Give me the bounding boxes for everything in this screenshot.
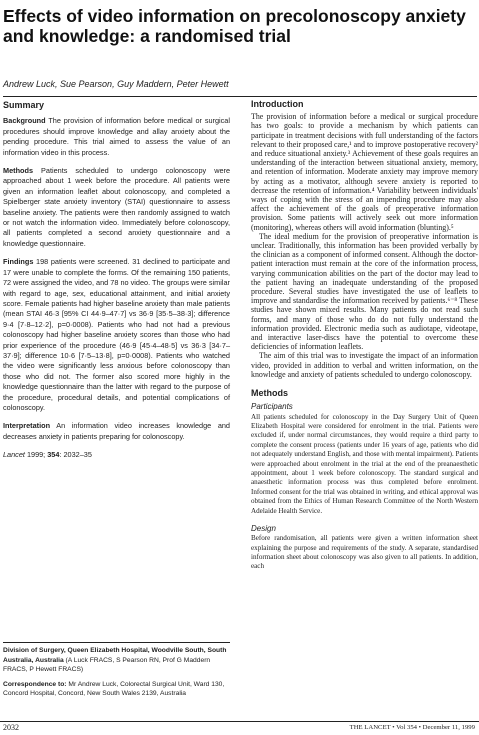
affiliation-division <box>3 646 230 675</box>
methods-text: Patients scheduled to undergo colonoscopy were approached about 1 week before the procedure. All patients were given an information leaflet about colonoscopy, and completed a Spielberger state anxiety inventory (STAI) questionnaire to assess baseline anxiety. The patients were then randomly assigned to watch or not watch the information video. Immediately before colonoscopy, all patients completed a second anxiety questionnaire and a knowledge questionnaire. <box>3 166 231 248</box>
division-names: (A Luck FRACS, S Pearson RN, Prof G Maddern FRACS, P Hewett FRACS) <box>3 656 211 674</box>
page-number: 2032 <box>3 723 19 732</box>
summary-background <box>3 116 230 158</box>
citation-journal: Lancet <box>3 450 25 460</box>
correspondence <box>3 680 230 699</box>
correspondence-text: Mr Andrew Luck, Colorectal Surgical Unit, Ward 130, Concord Hospital, Concord, New South Wales 2139, Australia <box>3 680 225 698</box>
background-text: The provision of information before medical or surgical procedures should improve knowledge and allay anxiety about the pending procedure. This trial aimed to assess the value of an information video in this process. <box>3 116 230 157</box>
methods-label: Methods <box>3 166 33 176</box>
participants-heading: Participants <box>251 402 293 412</box>
author-list: Andrew Luck, Sue Pearson, Guy Maddern, Peter Hewett <box>3 79 229 89</box>
intro-paragraph-2: The ideal medium for the provision of preoperative information is unclear. Traditionally, this information has been provided verbally by the clinician as a component of informed consent. Although the doctor-patient interaction must remain at the core of the information process, varying communication abilities on the part of the doctor may lead to the patient having an inadequate understanding of the proposed procedure. Several studies have investigated the use of leaflets to improve and standardise the information received by patients.⁶⁻⁸ These studies have shown mixed results. Many patients do not read such forms, and many of those who do do not fully understand the information provided. Electronic media such as audiotape, videotape, and interactive laser-discs have the potential to overcome these deficiencies of information leaflets. <box>251 231 478 352</box>
participants-paragraph: All patients scheduled for colonoscopy in the Day Surgery Unit of Queen Elizabeth Hospital were considered for enrolment in the trial. Patients were excluded if, under normal circumstances, they would require a third party to complete the consent process (patients under 16 years of age, patients who did not adequately understand English, and those with mental impairment). Patients were approached about enrolment in the trial at the end of the preanaesthetic appointment, about 1 week before colonoscopy. The standard surgical and anaesthetic information process was thus completed before enrolment. Informed consent for the trial was obtained in writing, and ethical approval was obtained from the Ethics of Human Research Committee of the North Western Adelaide Health Service. <box>251 412 478 515</box>
summary-heading: Summary <box>3 100 45 110</box>
header-rule <box>3 96 477 97</box>
journal-line: THE LANCET • Vol 354 • December 11, 1999 <box>349 724 475 731</box>
citation-year: 1999; <box>24 450 48 460</box>
interpretation-label: Interpretation <box>3 421 51 431</box>
summary-findings <box>3 257 230 413</box>
design-heading: Design <box>251 523 276 533</box>
intro-paragraph-3: The aim of this trial was to investigate the impact of an information video, provided in addition to verbal and written information, on the knowledge and anxiety of patients scheduled to undergo colonoscopy. <box>251 351 478 379</box>
summary-interpretation <box>3 421 230 442</box>
findings-text: 198 patients were screened. 31 declined to participate and 17 were unable to complete the forms. Of the remaining 150 patients, 72 were assigned the video, and 78 no video. The groups were similar with regard to age, sex, educational attainment, and initial anxiety score. Female patients had higher baseline anxiety than male patients (mean STAI 46·3 [95% CI 44·9–47·7] vs 36·9 [35·5–38·3]; difference 9·4 [7·8–12·2], p=0·0008). Patients who had not had a previous colonoscopy had higher baseline anxiety scores than those who had prior experience of the procedure (46·9 [45·4–48·5] vs 36·3 [34·7–37·9]; difference 10·6 [7·5–13·8], p=0·0008). Patients who watched the video were significantly less anxious before colonoscopy than those who did not. The former also scored more highly in the knowledge questionnaire than the latter with regard to the purpose of the procedure, procedural details, and potential complications of colonoscopy. <box>3 257 230 412</box>
summary-methods <box>3 166 230 249</box>
methods-heading: Methods <box>251 388 288 399</box>
article-title: Effects of video information on precolonoscopy anxiety and knowledge: a randomised trial <box>3 6 466 46</box>
intro-paragraph-1: The provision of information before a medical or surgical procedure has two goals: to provide a mechanism by which patients can participate in treatment decisions with full understanding of the factors relevant to their proposed care,¹ and to improve postoperative recovery² and reduce situational anxiety.³ Achievement of these goals requires an understanding of the interaction between situational anxiety, memory, and retention of information. Moderate anxiety may improve memory by acting as a motivator, although severe anxiety is reported to decrease the retention of information.⁴ Variability between individuals' ways of coping with the stress of an impending procedure may also affect the achievement of the goals of preoperative information provision. Some patients will actively seek out more information (monitoring), whereas others will avoid information (blunting).⁵ <box>251 112 478 232</box>
citation-volume: 354 <box>47 450 60 460</box>
affiliation-block <box>3 646 230 704</box>
affiliation-rule <box>3 642 230 643</box>
summary-column <box>3 100 230 461</box>
interpretation-text: An information video increases knowledge and decreases anxiety in patients preparing for colonoscopy. <box>3 421 230 441</box>
citation <box>3 450 230 460</box>
division-text: Division of Surgery, Queen Elizabeth Hospital, Woodville South, South Australia, Australia <box>3 647 227 664</box>
background-label: Background <box>3 116 46 126</box>
findings-label: Findings <box>3 257 34 267</box>
footer-rule <box>0 721 479 722</box>
body-column <box>251 100 478 572</box>
design-paragraph: Before randomisation, all patients were given a written information sheet explaining the purpose and requirements of the study. A separate, standardised information sheet about colonoscopy was also given to all patients. In addition, each <box>251 534 478 571</box>
correspondence-label: Correspondence to: <box>3 680 67 688</box>
introduction-heading: Introduction <box>251 99 304 109</box>
citation-pages: : 2032–35 <box>59 450 92 460</box>
